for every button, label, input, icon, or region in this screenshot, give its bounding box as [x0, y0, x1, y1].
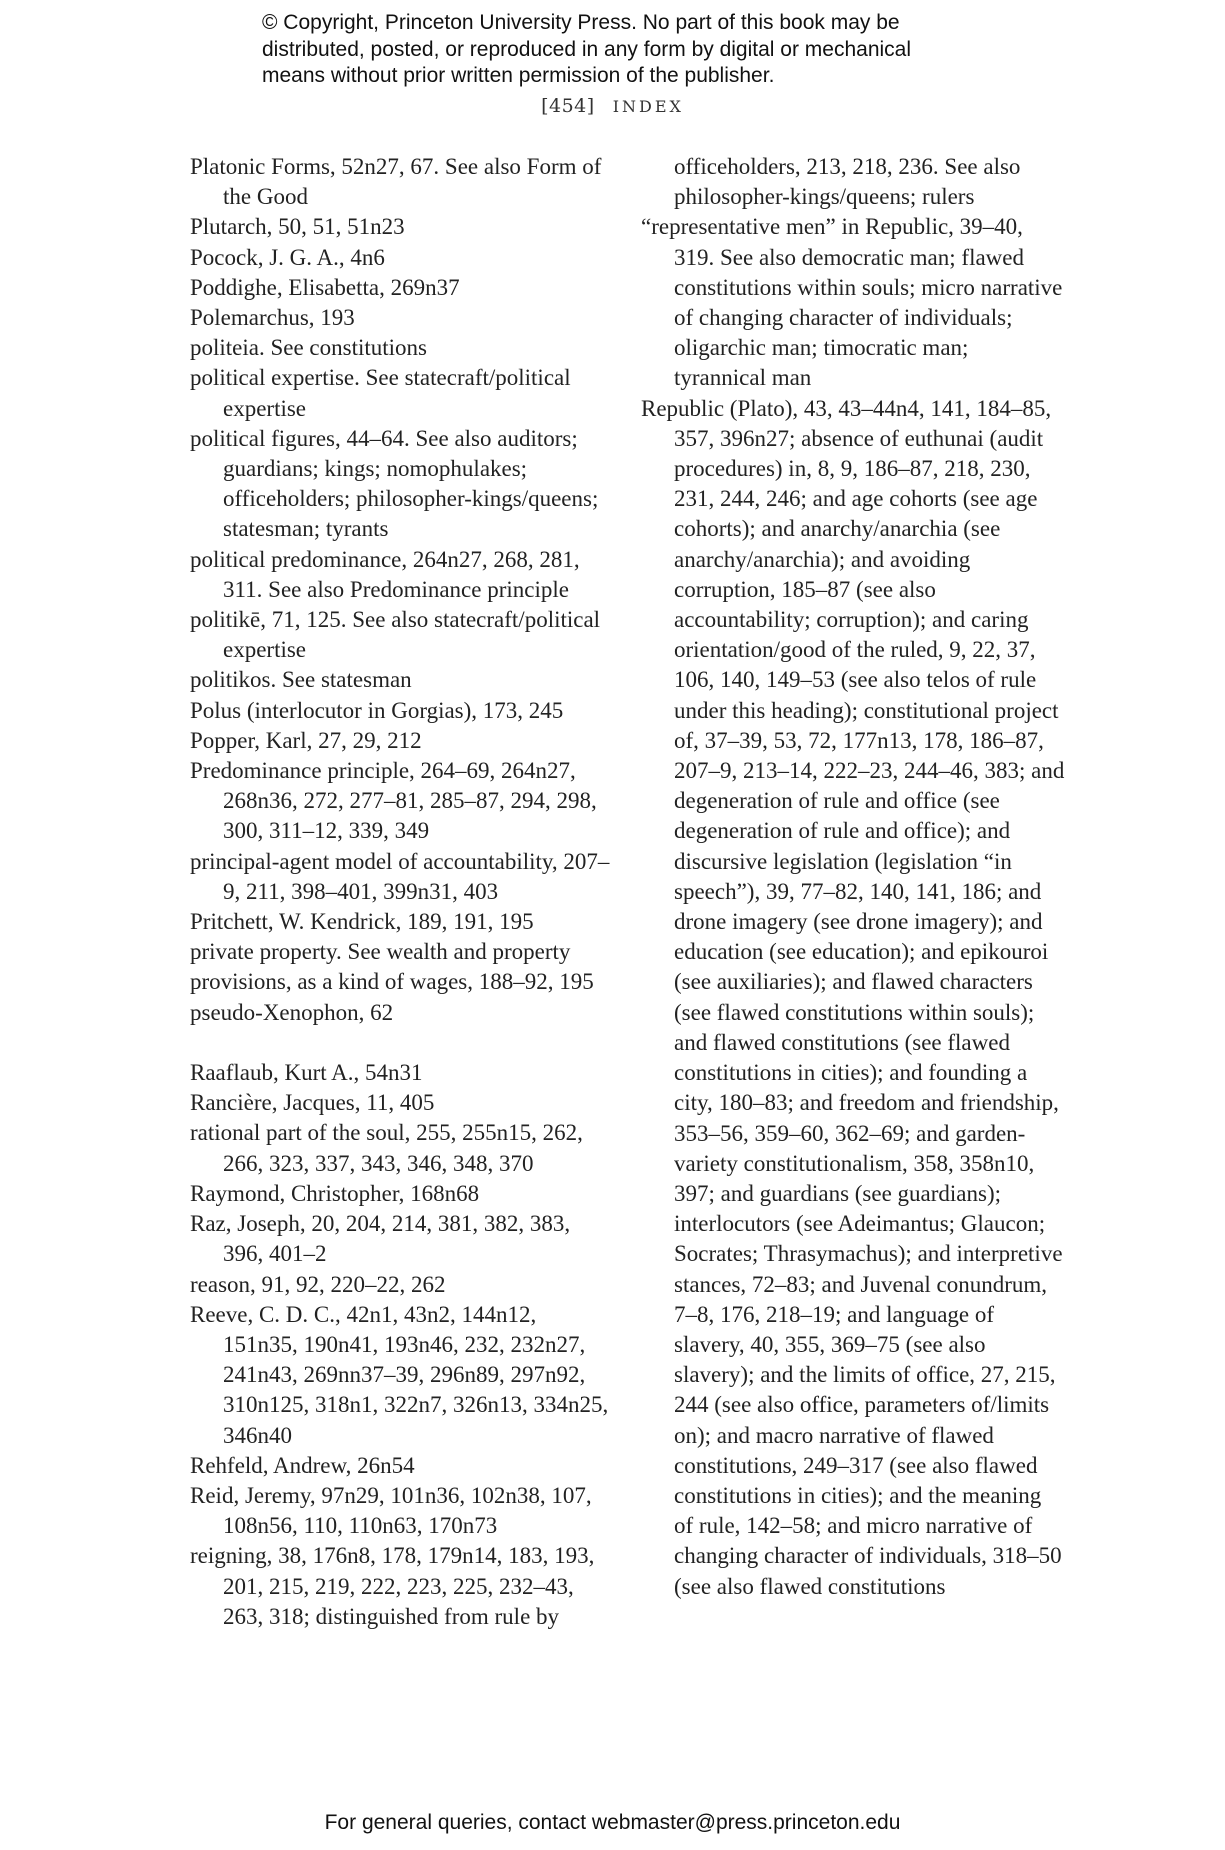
index-column-left [190, 152, 610, 1632]
index-entry: Rancière, Jacques, 11, 405 [190, 1090, 435, 1116]
copyright-line: distributed, posted, or reproduced in any form by digital or mechanical [262, 37, 912, 61]
index-entry: principal-agent model of accountability, 207–9, 211, 398–401, 399n31, 403 [190, 848, 610, 904]
index-entry: provisions, as a kind of wages, 188–92, 195 [190, 969, 594, 995]
index-entry: Reeve, C. D. C., 42n1, 43n2, 144n12, 151n35, 190n41, 193n46, 232, 232n27, 241n43, 269nn37–39, 296n89, 297n92, 310n125, 318n1, 322n7, 326n13, 334n25, 346n40 [190, 1301, 609, 1448]
copyright-line: © Copyright, Princeton University Press. No part of this book may be [262, 11, 900, 34]
index-entry: reason, 91, 92, 220–22, 262 [190, 1271, 446, 1297]
index-entry: political expertise. See statecraft/political expertise [190, 365, 571, 421]
index-column-right [641, 152, 1066, 1602]
index-entry: pseudo-Xenophon, 62 [190, 999, 394, 1025]
index-entry: politikos. See statesman [190, 667, 412, 693]
index-entry: Raaflaub, Kurt A., 54n31 [190, 1060, 423, 1086]
index-entry: Polemarchus, 193 [190, 305, 355, 331]
index-entry: politikē, 71, 125. See also statecraft/political expertise [190, 607, 601, 663]
index-entry: Pritchett, W. Kendrick, 189, 191, 195 [190, 909, 534, 935]
index-entry: Raymond, Christopher, 168n68 [190, 1180, 480, 1206]
index-entry: Rehfeld, Andrew, 26n54 [190, 1452, 415, 1478]
index-entry-continued: officeholders, 213, 218, 236. See also philosopher-kings/queens; rulers [674, 154, 1021, 210]
index-entry: politeia. See constitutions [190, 335, 427, 361]
copyright-notice [262, 10, 1022, 90]
letter-section-gap [190, 1028, 610, 1058]
index-entry: Polus (interlocutor in Gorgias), 173, 245 [190, 697, 564, 723]
index-entry: Predominance principle, 264–69, 264n27, 268n36, 272, 277–81, 285–87, 294, 298, 300, 311–12, 339, 349 [190, 758, 597, 844]
page-number: [454] [541, 95, 595, 117]
index-entry: Pocock, J. G. A., 4n6 [190, 244, 385, 270]
index-entry: Platonic Forms, 52n27, 67. See also Form of the Good [190, 154, 602, 210]
index-entry: Poddighe, Elisabetta, 269n37 [190, 274, 460, 300]
index-entry: Republic (Plato), 43, 43–44n4, 141, 184–85, 357, 396n27; absence of euthunai (audit procedures) in, 8, 9, 186–87, 218, 230, 231, 244, 246; and age cohorts (see age cohorts); and anarchy/anarchia (see anarchy/anarchia); and avoiding corruption, 185–87 (see also accountability; corruption); and caring orientation/good of the ruled, 9, 22, 37, 106, 140, 149–53 (see also telos of rule under this heading); constitutional project of, 37–39, 53, 72, 177n13, 178, 186–87, 207–9, 213–14, 222–23, 244–46, 383; and degeneration of rule and office (see degeneration of rule and office); and discursive legislation (legislation “in speech”), 39, 77–82, 140, 141, 186; and drone imagery (see drone imagery); and education (see education); and epikouroi (see auxiliaries); and flawed characters (see flawed constitutions within souls); and flawed constitutions (see flawed constitutions in cities); and founding a city, 180–83; and freedom and friendship, 353–56, 359–60, 362–69; and garden-variety constitutionalism, 358, 358n10, 397; and guardians (see guardians); interlocutors (see Adeimantus; Glaucon; Socrates; Thrasymachus); and interpretive stances, 72–83; and Juvenal conundrum, 7–8, 176, 218–19; and language of slavery, 40, 355, 369–75 (see also slavery); and the limits of office, 27, 215, 244 (see also office, parameters of/limits on); and macro narrative of flawed constitutions, 249–317 (see also flawed constitutions in cities); and the meaning of rule, 142–58; and micro narrative of changing character of individuals, 318–50 (see also flawed constitutions [641, 395, 1065, 1599]
page-title: INDEX [612, 97, 684, 116]
index-entry: “representative men” in Republic, 39–40, 319. See also democratic man; flawed constitutions within souls; micro narrative of changing character of individuals; oligarchic man; timocratic man; tyrannical man [641, 214, 1063, 391]
index-entry: rational part of the soul, 255, 255n15, 262, 266, 323, 337, 343, 346, 348, 370 [190, 1120, 583, 1176]
footer-contact: For general queries, contact webmaster@press.princeton.edu [324, 1811, 901, 1834]
index-entry: Raz, Joseph, 20, 204, 214, 381, 382, 383, 396, 401–2 [190, 1211, 571, 1267]
index-entry: political predominance, 264n27, 268, 281, 311. See also Predominance principle [190, 546, 580, 602]
index-entry: Plutarch, 50, 51, 51n23 [190, 214, 405, 240]
running-head [0, 95, 1225, 117]
index-entry: reigning, 38, 176n8, 178, 179n14, 183, 193, 201, 215, 219, 222, 223, 225, 232–43, 263, 318; distinguished from rule by [190, 1543, 595, 1629]
copyright-line: means without prior written permission of the publisher. [262, 64, 775, 87]
index-entry: Popper, Karl, 27, 29, 212 [190, 727, 422, 753]
index-entry: Reid, Jeremy, 97n29, 101n36, 102n38, 107, 108n56, 110, 110n63, 170n73 [190, 1482, 592, 1539]
index-entry: political figures, 44–64. See also auditors; guardians; kings; nomophulakes; officeholders; philosopher-kings/queens; statesman; tyrants [190, 425, 599, 542]
index-entry: private property. See wealth and property [190, 939, 571, 965]
